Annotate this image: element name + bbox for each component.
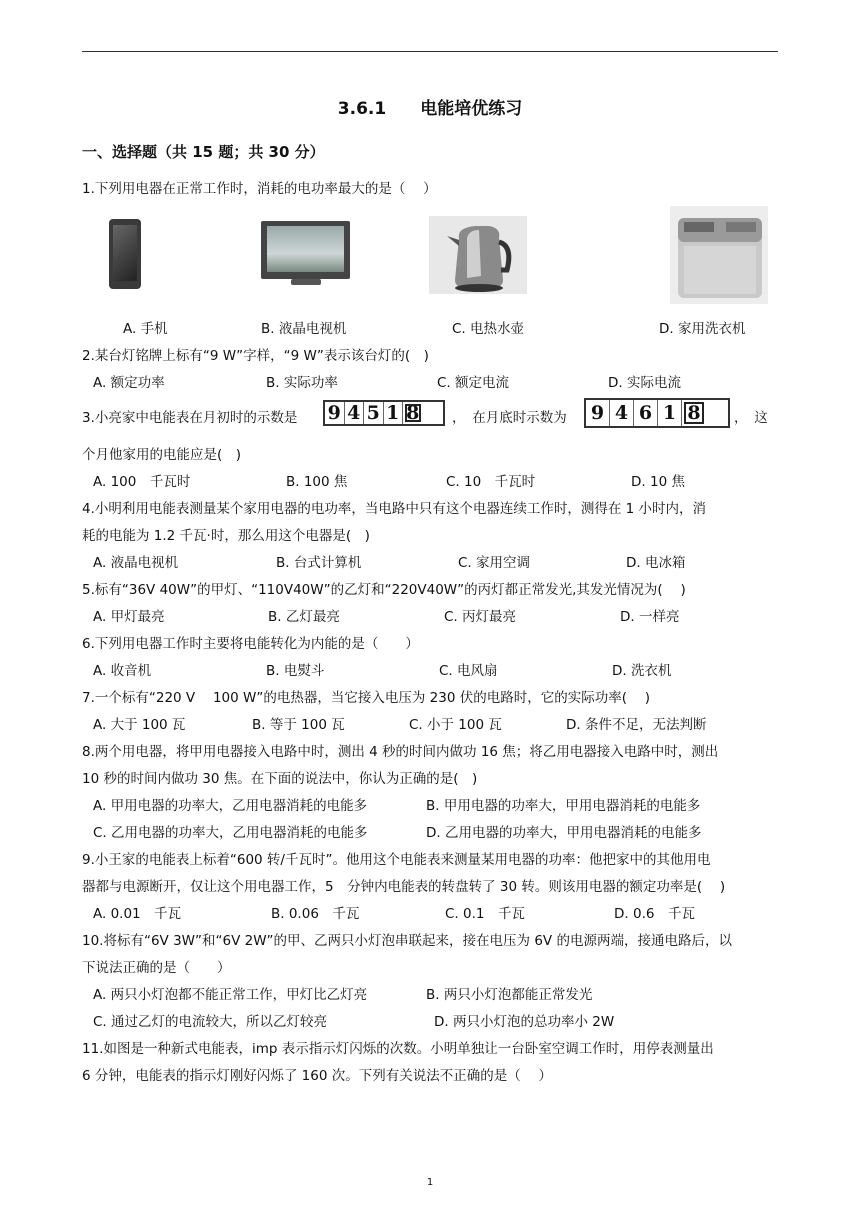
q7-option-d[interactable]: D. 条件不足，无法判断 — [566, 717, 707, 733]
q8-option-d[interactable]: D. 乙用电器的功率大，甲用电器消耗的电能多 — [426, 825, 702, 841]
question-4-stem-line2: 耗的电能为 1.2 千瓦·时，那么用这个电器是( ) — [82, 528, 370, 544]
q10-option-d[interactable]: D. 两只小灯泡的总功率小 2W — [434, 1014, 615, 1030]
q4-option-a[interactable]: A. 液晶电视机 — [93, 555, 179, 571]
question-4-stem-line1: 4.小明利用电能表测量某个家用电器的电功率，当电路中只有这个电器连续工作时，测得在 1 小时内，消 — [82, 501, 707, 517]
meter-start-digit: 1 — [384, 402, 404, 424]
section-heading: 一、选择题（共 15 题；共 30 分） — [82, 143, 325, 161]
q2-option-b[interactable]: B. 实际功率 — [266, 375, 338, 391]
q10-option-b[interactable]: B. 两只小灯泡都能正常发光 — [426, 987, 593, 1003]
question-11-stem-line1: 11.如图是一种新式电能表，imp 表示指示灯闪烁的次数。小明单独让一台卧室空调工作时，用停表测量出 — [82, 1041, 714, 1057]
meter-end-digit: 1 — [658, 400, 682, 426]
q3-option-d[interactable]: D. 10 焦 — [631, 474, 685, 490]
q5-option-d[interactable]: D. 一样亮 — [620, 609, 680, 625]
q5-option-a[interactable]: A. 甲灯最亮 — [93, 609, 165, 625]
q8-option-c[interactable]: C. 乙用电器的功率大，乙用电器消耗的电能多 — [93, 825, 368, 841]
q4-option-b[interactable]: B. 台式计算机 — [276, 555, 362, 571]
q2-option-d[interactable]: D. 实际电流 — [608, 375, 681, 391]
meter-start-digit: 9 — [325, 402, 345, 424]
question-10-stem-line2: 下说法正确的是（ ） — [82, 960, 231, 976]
meter-start-digit: 4 — [345, 402, 365, 424]
question-3-stem-part2: ， 在月底时示数为 — [452, 410, 567, 426]
question-1-stem: 1.下列用电器在正常工作时，消耗的电功率最大的是（ ） — [82, 181, 437, 197]
q9-option-a[interactable]: A. 0.01 千瓦 — [93, 906, 182, 922]
question-2-stem: 2.某台灯铭牌上标有“9 W”字样，“9 W”表示该台灯的( ) — [82, 348, 429, 364]
q1-option-b[interactable]: B. 液晶电视机 — [261, 321, 347, 337]
q9-option-b[interactable]: B. 0.06 千瓦 — [271, 906, 360, 922]
question-11-stem-line2: 6 分钟，电能表的指示灯刚好闪烁了 160 次。下列有关说法不正确的是（ ） — [82, 1068, 553, 1084]
q4-option-c[interactable]: C. 家用空调 — [458, 555, 531, 571]
q6-option-d[interactable]: D. 洗衣机 — [612, 663, 672, 679]
meter-start-reading — [323, 400, 445, 426]
q3-option-c[interactable]: C. 10 千瓦时 — [446, 474, 536, 490]
phone-image — [109, 219, 141, 289]
lcd-tv-image — [261, 221, 350, 279]
question-3-stem-line2: 个月他家用的电能应是( ) — [82, 447, 242, 463]
q1-option-d[interactable]: D. 家用洗衣机 — [659, 321, 746, 337]
q8-option-b[interactable]: B. 甲用电器的功率大，甲用电器消耗的电能多 — [426, 798, 701, 814]
page-title: 3.6.1 电能培优练习 — [337, 99, 523, 119]
q10-option-a[interactable]: A. 两只小灯泡都不能正常工作，甲灯比乙灯亮 — [93, 987, 368, 1003]
washing-machine-image — [670, 206, 768, 304]
q7-option-a[interactable]: A. 大于 100 瓦 — [93, 717, 186, 733]
q1-option-a[interactable]: A. 手机 — [123, 321, 168, 337]
question-9-stem-line2: 器都与电源断开，仅让这个用电器工作，5 分钟内电能表的转盘转了 30 转。则该用电器的额定功率是( ) — [82, 879, 726, 895]
electric-kettle-image — [429, 216, 527, 294]
question-7-stem: 7.一个标有“220 V 100 W”的电热器，当它接入电压为 230 伏的电路时，它的实际功率( ) — [82, 690, 651, 706]
question-3-stem-part1: 3.小亮家中电能表在月初时的示数是 — [82, 410, 298, 426]
q7-option-c[interactable]: C. 小于 100 瓦 — [409, 717, 502, 733]
q9-option-d[interactable]: D. 0.6 千瓦 — [614, 906, 695, 922]
q6-option-c[interactable]: C. 电风扇 — [439, 663, 498, 679]
meter-start-digit: 5 — [364, 402, 384, 424]
q9-option-c[interactable]: C. 0.1 千瓦 — [445, 906, 525, 922]
meter-end-digit-decimal: 8 — [682, 400, 706, 426]
q6-option-a[interactable]: A. 收音机 — [93, 663, 152, 679]
q5-option-b[interactable]: B. 乙灯最亮 — [268, 609, 340, 625]
q2-option-a[interactable]: A. 额定功率 — [93, 375, 165, 391]
meter-start-digit-decimal: 8 — [403, 402, 423, 424]
header-rule — [82, 51, 778, 52]
question-8-stem-line2: 10 秒的时间内做功 30 焦。在下面的说法中，你认为正确的是( ) — [82, 771, 478, 787]
question-5-stem: 5.标有“36V 40W”的甲灯、“110V40W”的乙灯和“220V40W”的丙灯都正常发光,其发光情况为( ) — [82, 582, 686, 598]
q5-option-c[interactable]: C. 丙灯最亮 — [444, 609, 517, 625]
meter-end-reading — [584, 398, 730, 428]
question-9-stem-line1: 9.小王家的电能表上标着“600 转/千瓦时”。他用这个电能表来测量某用电器的功率：他把家中的其他用电 — [82, 852, 711, 868]
question-10-stem-line1: 10.将标有“6V 3W”和“6V 2W”的甲、乙两只小灯泡串联起来，接在电压为 6V 的电源两端，接通电路后，以 — [82, 933, 732, 949]
page-number: 1 — [426, 1177, 434, 1188]
q4-option-d[interactable]: D. 电冰箱 — [626, 555, 686, 571]
q1-option-c[interactable]: C. 电热水壶 — [452, 321, 525, 337]
meter-end-digit: 9 — [586, 400, 610, 426]
meter-end-digit: 4 — [610, 400, 634, 426]
q7-option-b[interactable]: B. 等于 100 瓦 — [252, 717, 345, 733]
q2-option-c[interactable]: C. 额定电流 — [437, 375, 510, 391]
meter-end-digit: 6 — [634, 400, 658, 426]
question-3-stem-part3: ， 这 — [734, 410, 768, 426]
q10-option-c[interactable]: C. 通过乙灯的电流较大，所以乙灯较亮 — [93, 1014, 328, 1030]
q6-option-b[interactable]: B. 电熨斗 — [266, 663, 325, 679]
q3-option-b[interactable]: B. 100 焦 — [286, 474, 348, 490]
question-8-stem-line1: 8.两个用电器，将甲用电器接入电路中时，测出 4 秒的时间内做功 16 焦；将乙用电器接入电路中时，测出 — [82, 744, 719, 760]
q3-option-a[interactable]: A. 100 千瓦时 — [93, 474, 191, 490]
q8-option-a[interactable]: A. 甲用电器的功率大，乙用电器消耗的电能多 — [93, 798, 368, 814]
question-6-stem: 6.下列用电器工作时主要将电能转化为内能的是（ ） — [82, 636, 419, 652]
